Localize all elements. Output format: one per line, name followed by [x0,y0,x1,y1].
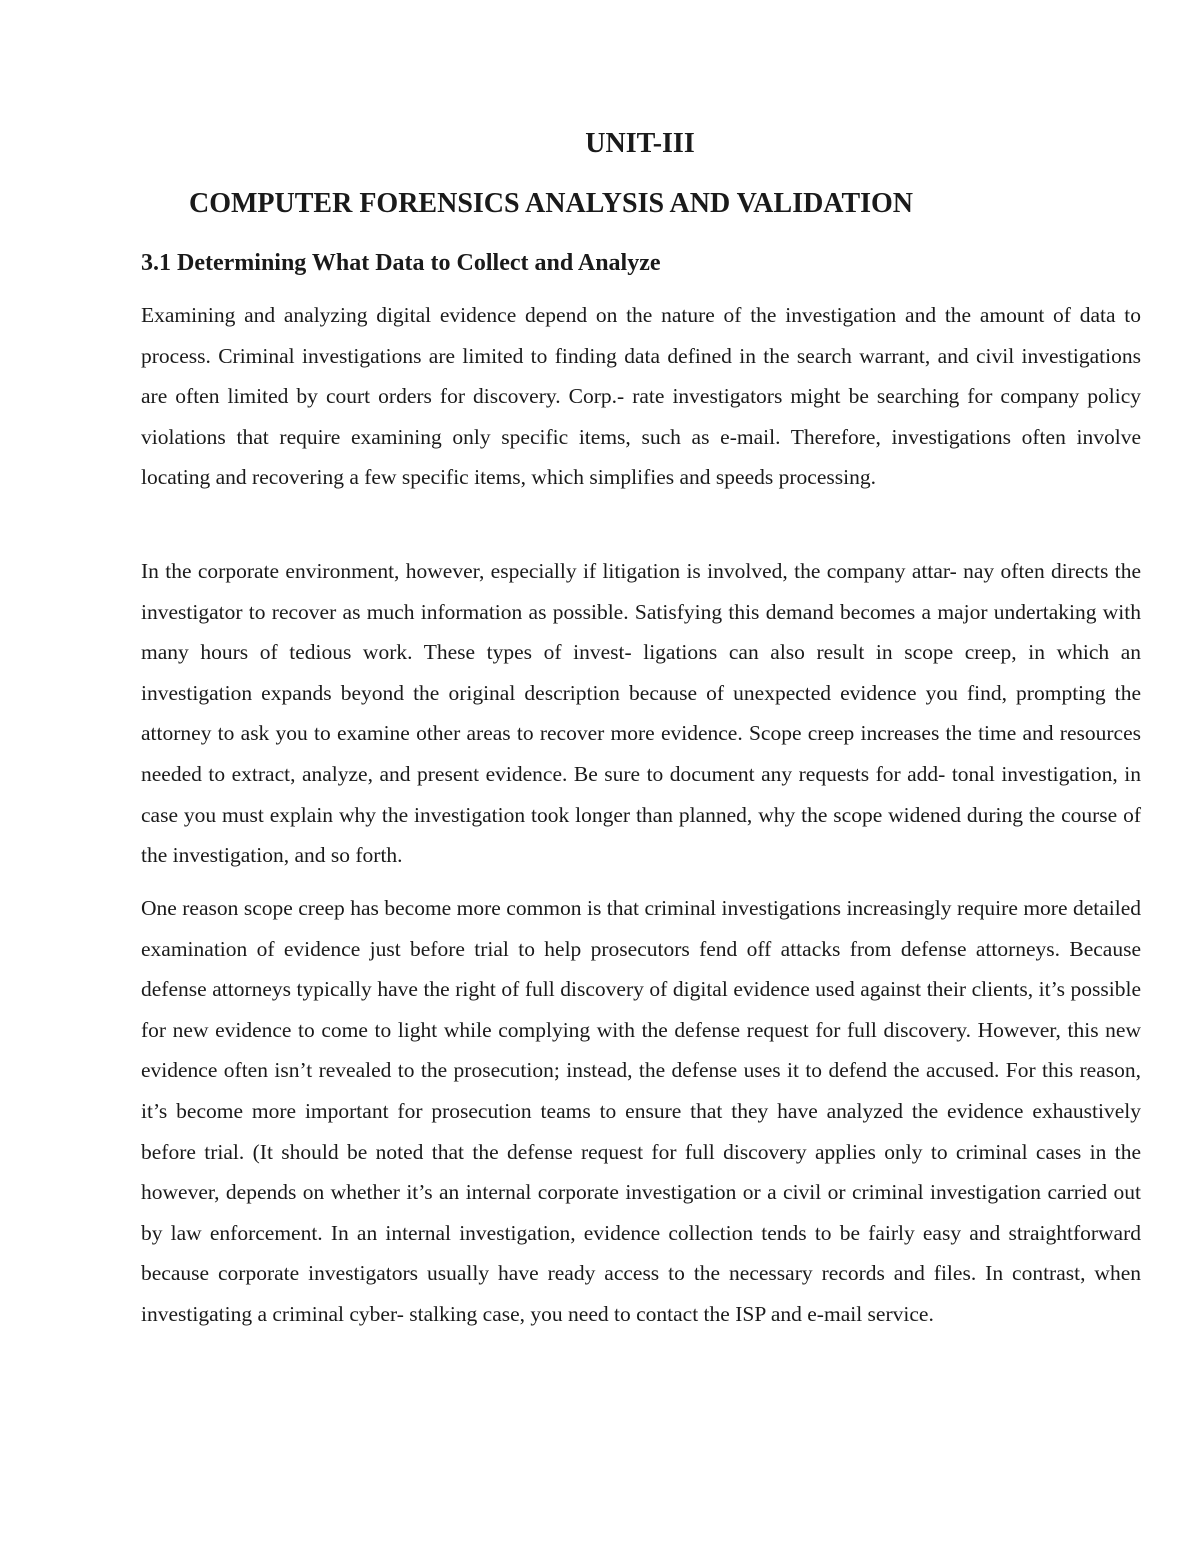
section-heading: 3.1 Determining What Data to Collect and Analyze [141,250,661,276]
body-paragraph: One reason scope creep has become more common is that criminal investigations increasingly require more detailed examination of evidence just before trial to help prosecutors fend off attacks from defense attorneys. Because defense attorneys typically have the right of full discovery of digital evidence used against their clients, it’s possible for new evidence to come to light while complying with the defense request for full discovery. However, this new evidence often isn’t revealed to the prosecution; instead, the defense uses it to defend the accused. For this reason, it’s become more important for prosecution teams to ensure that they have analyzed the evidence exhaustively before trial. (It should be noted that the defense request for full discovery applies only to criminal cases in the however, depends on whether it’s an internal corporate investigation or a civil or criminal investigation carried out by law enforcement. In an internal investigation, evidence collection tends to be fairly easy and straightforward because corporate investigators usually have ready access to the necessary records and files. In contrast, when investigating a criminal cyber- stalking case, you need to contact the ISP and e-mail service. [141,896,1141,1326]
document-title: COMPUTER FORENSICS ANALYSIS AND VALIDATION [189,188,914,219]
body-paragraph: Examining and analyzing digital evidence depend on the nature of the investigation and the amount of data to process. Criminal investigations are limited to finding data defined in the search warrant, and civil investigations are often limited by court orders for discovery. Corp.- rate investigators might be searching for company policy violations that require examining only specific items, such as e-mail. Therefore, investigations often involve locating and recovering a few specific items, which simplifies and speeds processing. [141,303,1141,490]
body-paragraph: In the corporate environment, however, especially if litigation is involved, the company attar- nay often directs the investigator to recover as much information as possible. Satisfying this demand becomes a major undertaking with many hours of tedious work. These types of invest- ligations can also result in scope creep, in which an investigation expands beyond the original description because of unexpected evidence you find, prompting the attorney to ask you to examine other areas to recover more evidence. Scope creep increases the time and resources needed to extract, analyze, and present evidence. Be sure to document any requests for add- tonal investigation, in case you must explain why the investigation took longer than planned, why the scope widened during the course of the investigation, and so forth. [141,559,1141,868]
unit-heading: UNIT-III [585,128,695,159]
